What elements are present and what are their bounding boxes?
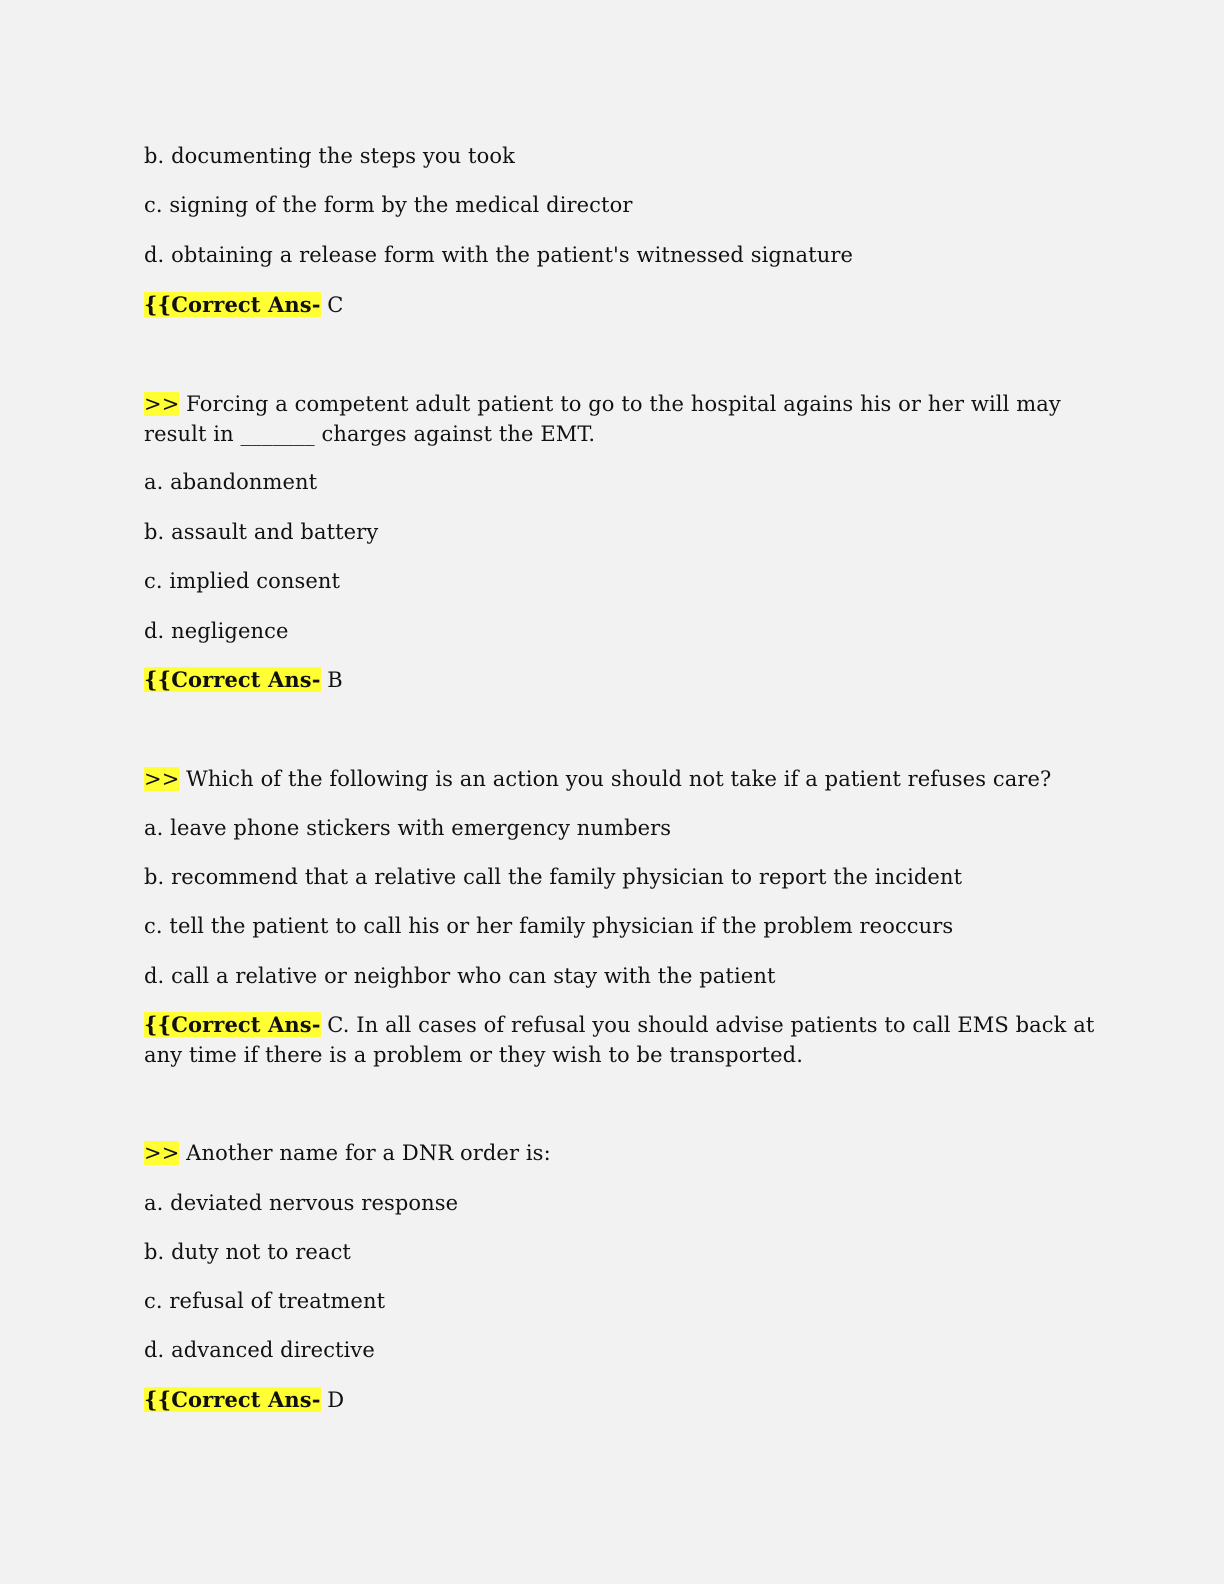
- option-b: b. documenting the steps you took: [144, 144, 515, 168]
- answer-text: C: [320, 293, 344, 317]
- option-b: b. duty not to react: [144, 1240, 351, 1264]
- option-c: c. tell the patient to call his or her family physician if the problem reoccurs: [144, 914, 954, 938]
- question-line: [144, 1138, 1084, 1168]
- answer-label: {{Correct Ans-: [144, 1387, 321, 1412]
- option-c: c. refusal of treatment: [144, 1289, 386, 1313]
- answer-line: [144, 290, 1084, 320]
- option-d: d. call a relative or neighbor who can stay with the patient: [144, 964, 776, 988]
- option-b: b. recommend that a relative call the family physician to report the incident: [144, 865, 963, 889]
- question-text: Forcing a competent adult patient to go to the hospital agains his or her will may: [179, 392, 1061, 416]
- answer-label: {{Correct Ans-: [144, 292, 321, 317]
- question-marker: >>: [144, 767, 180, 791]
- question-line-continued: result in _______ charges against the EMT.: [144, 422, 596, 446]
- option-c: c. implied consent: [144, 569, 341, 593]
- option-d: d. advanced directive: [144, 1338, 375, 1362]
- question-text: Which of the following is an action you should not take if a patient refuses care?: [179, 767, 1052, 791]
- question-line: [144, 764, 1084, 794]
- option-b: b. assault and battery: [144, 520, 379, 544]
- question-marker: >>: [144, 1141, 180, 1165]
- question-marker: >>: [144, 392, 180, 416]
- answer-text: D: [320, 1388, 345, 1412]
- answer-line: [144, 665, 1084, 695]
- option-a: a. deviated nervous response: [144, 1191, 459, 1215]
- question-text: Another name for a DNR order is:: [179, 1141, 551, 1165]
- option-d: d. obtaining a release form with the patient's witnessed signature: [144, 243, 854, 267]
- answer-line: [144, 1385, 1084, 1415]
- option-d: d. negligence: [144, 619, 289, 643]
- answer-label: {{Correct Ans-: [144, 667, 321, 692]
- answer-text: C. In all cases of refusal you should advise patients to call EMS back at: [320, 1013, 1095, 1037]
- question-line: [144, 389, 1084, 419]
- answer-line-continued: any time if there is a problem or they wish to be transported.: [144, 1043, 803, 1067]
- option-a: a. leave phone stickers with emergency numbers: [144, 816, 672, 840]
- answer-line: [144, 1010, 1095, 1040]
- answer-label: {{Correct Ans-: [144, 1012, 321, 1037]
- option-a: a. abandonment: [144, 470, 318, 494]
- option-c: c. signing of the form by the medical director: [144, 193, 633, 217]
- answer-text: B: [320, 668, 343, 692]
